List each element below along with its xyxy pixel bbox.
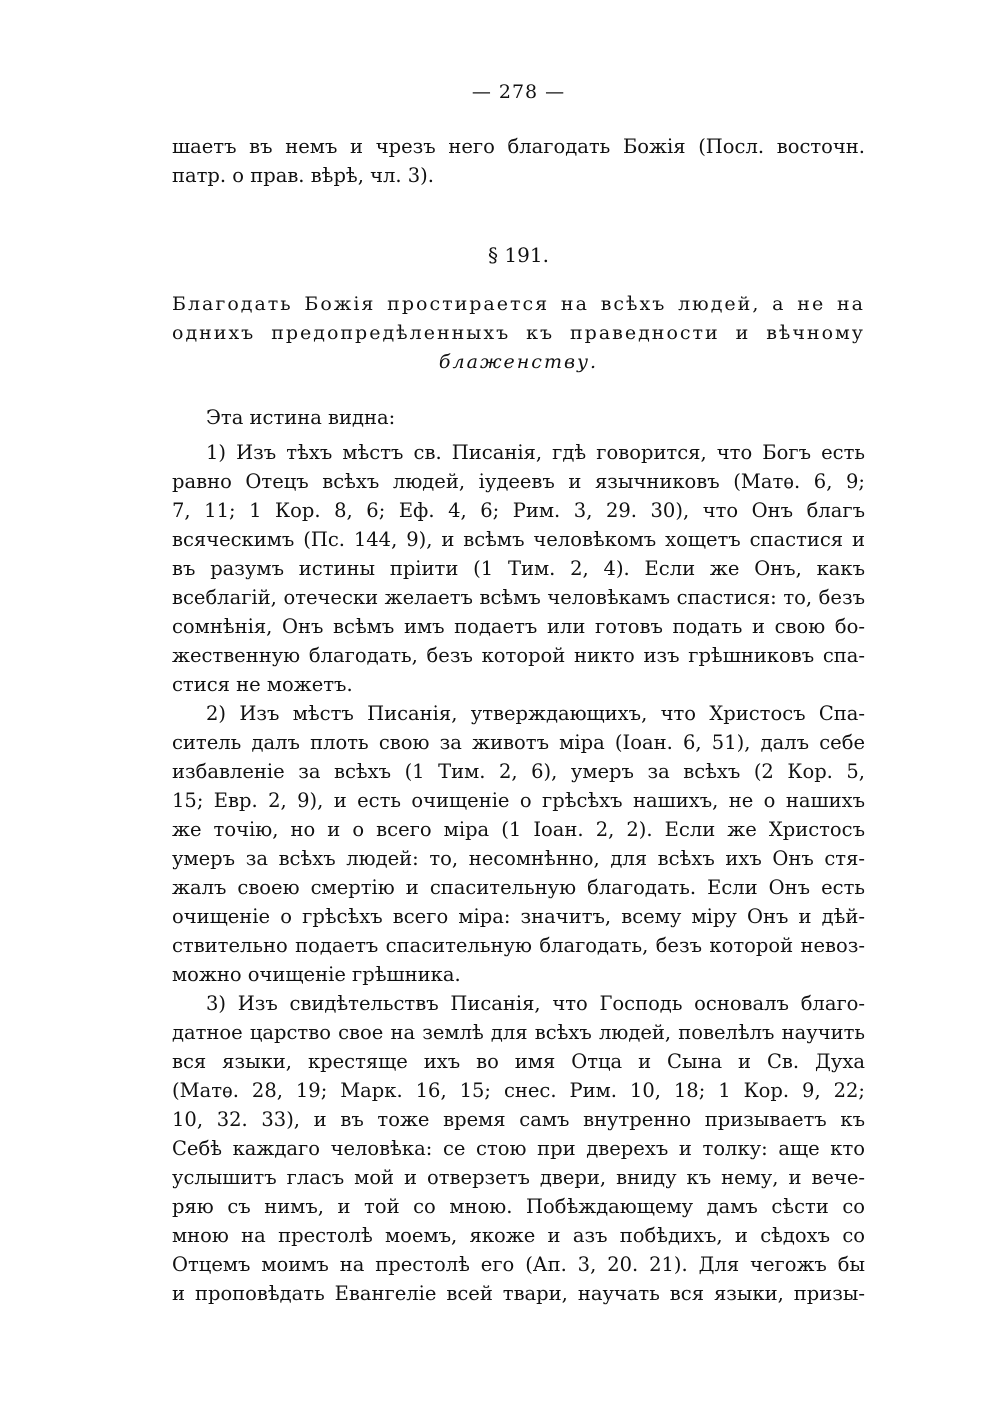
- text-line: ситель далъ плоть свою за животъ міра (Іоан. 6, 51), далъ себе: [172, 731, 865, 754]
- heading-line: [172, 348, 865, 377]
- text-line: 15; Евр. 2, 9), и есть очищеніе о грѣсѣхъ нашихъ, не о нашихъ: [172, 789, 865, 812]
- text-line: въ разумъ истины пріити (1 Тим. 2, 4). Если же Онъ, какъ: [172, 557, 865, 580]
- text-line: очищеніе о грѣсѣхъ всего міра: значитъ, всему міру Онъ и дѣй-: [172, 905, 865, 928]
- text-line: всяческимъ (Пс. 144, 9), и всѣмъ человѣкомъ хощетъ спастися и: [172, 528, 865, 551]
- text-line: ряю съ нимъ, и той со мною. Побѣждающему дамъ сѣсти со: [172, 1195, 865, 1218]
- text-line: всеблагій, отечески желаетъ всѣмъ человѣкамъ спастися: то, безъ: [172, 586, 865, 609]
- section-number: § 191.: [488, 243, 549, 267]
- text-line: патр. о прав. вѣрѣ, чл. 3).: [172, 164, 434, 187]
- text-line: же точію, но и о всего міра (1 Іоан. 2, 2). Если же Христосъ: [172, 818, 865, 841]
- section-heading: [172, 290, 865, 377]
- page-number: — 278 —: [471, 81, 566, 103]
- text-line: шаетъ въ немъ и чрезъ него благодать Божія (Посл. восточн.: [172, 135, 865, 158]
- text-line: Отцемъ моимъ на престолѣ его (Ап. 3, 20. 21). Для чегожъ бы: [172, 1253, 865, 1276]
- text-line: и проповѣдать Евангеліе всей твари, научать вся языки, призы-: [172, 1282, 865, 1305]
- text-line: равно Отецъ всѣхъ людей, іудеевъ и язычниковъ (Матѳ. 6, 9;: [172, 470, 865, 493]
- paragraph-1: [172, 438, 865, 699]
- text-line: умеръ за всѣхъ людей: то, несомнѣнно, для всѣхъ ихъ Онъ стя-: [172, 847, 865, 870]
- text-line: 7, 11; 1 Кор. 8, 6; Еф. 4, 6; Рим. 3, 29. 30), что Онъ благъ: [172, 499, 865, 522]
- text-line: 3) Изъ свидѣтельствъ Писанія, что Господь основалъ благо-: [206, 992, 865, 1015]
- text-line: 2) Изъ мѣстъ Писанія, утверждающихъ, что Христосъ Спа-: [206, 702, 865, 725]
- paragraph-3: [172, 989, 865, 1308]
- text-line: 1) Изъ тѣхъ мѣстъ св. Писанія, гдѣ говорится, что Богъ есть: [206, 441, 865, 464]
- text-line: ствительно подаетъ спасительную благодать, безъ которой невоз-: [172, 934, 865, 957]
- heading-line: однихъ предопредѣленныхъ къ праведности и вѣчному: [172, 322, 865, 344]
- text-line: избавленіе за всѣхъ (1 Тим. 2, 6), умеръ за всѣхъ (2 Кор. 5,: [172, 760, 865, 783]
- document-page: [172, 78, 865, 1308]
- text-line: стися не можетъ.: [172, 673, 353, 696]
- text-line: 10, 32. 33), и въ тоже время самъ внутренно призываетъ къ: [172, 1108, 865, 1131]
- text-line: (Матѳ. 28, 19; Марк. 16, 15; снес. Рим. 10, 18; 1 Кор. 9, 22;: [172, 1079, 865, 1102]
- heading-line: Благодать Божія простирается на всѣхъ людей, а не на: [172, 293, 865, 315]
- text-line: можно очищеніе грѣшника.: [172, 963, 461, 986]
- continuation-text: [172, 132, 865, 190]
- paragraph-2: [172, 699, 865, 989]
- text-line: сомнѣнія, Онъ всѣмъ имъ подаетъ или готовъ подать и свою бо-: [172, 615, 865, 638]
- intro-line: Эта истина видна:: [206, 406, 396, 429]
- heading-italic: блаженству.: [438, 351, 599, 373]
- text-line: жественную благодать, безъ которой никто изъ грѣшниковъ спа-: [172, 644, 865, 667]
- text-line: датное царство свое на землѣ для всѣхъ людей, повелѣлъ научить: [172, 1021, 865, 1044]
- text-line: вся языки, крестяще ихъ во имя Отца и Сына и Св. Духа: [172, 1050, 865, 1073]
- text-line: услышитъ гласъ мой и отверзетъ двери, вниду къ нему, и вече-: [172, 1166, 865, 1189]
- text-line: мною на престолѣ моемъ, якоже и азъ побѣдихъ, и сѣдохъ со: [172, 1224, 865, 1247]
- text-line: жалъ своею смертію и спасительную благодать. Если Онъ есть: [172, 876, 865, 899]
- text-line: Себѣ каждаго человѣка: се стою при дверехъ и толку: аще кто: [172, 1137, 865, 1160]
